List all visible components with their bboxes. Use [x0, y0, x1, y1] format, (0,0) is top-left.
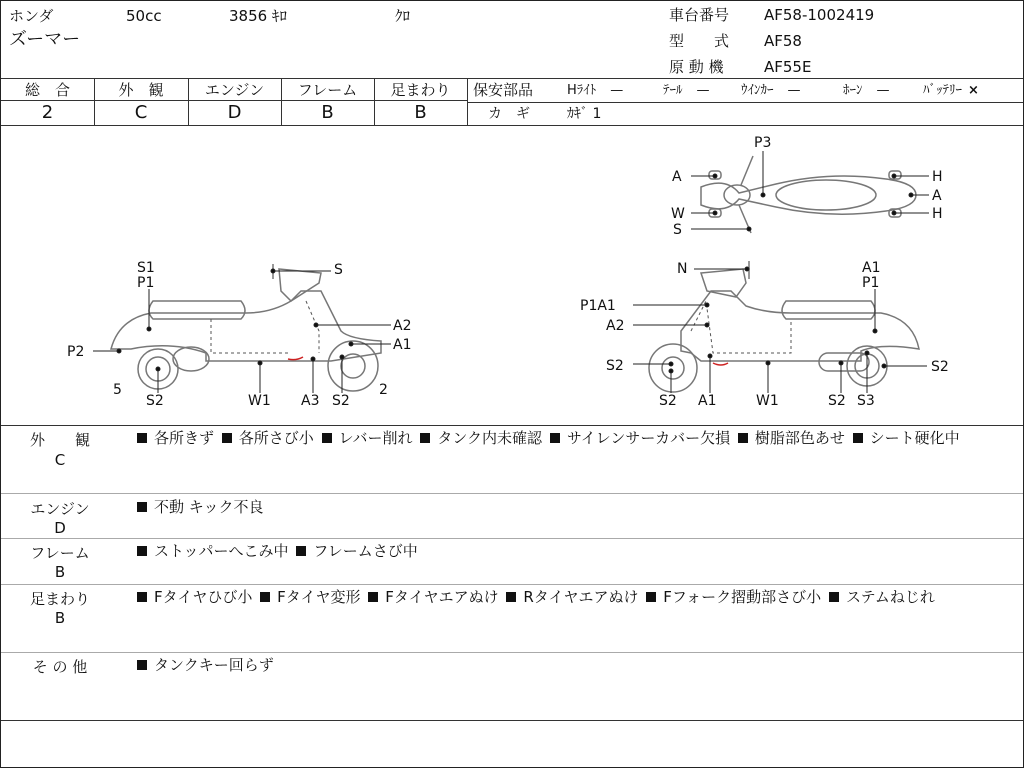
- maker: ホンダ: [9, 7, 54, 25]
- note-engine-items: 不動 キック不良: [134, 496, 1014, 518]
- safety-winker: ｳｲﾝｶｰ —: [741, 83, 801, 98]
- note-exterior-category: 外 観: [29, 431, 90, 449]
- grade-frame-value: B: [321, 102, 334, 123]
- note-suspension-category: 足まわり: [29, 590, 90, 608]
- label-s3: S3: [857, 393, 875, 409]
- grade-suspension-value: B: [414, 102, 427, 123]
- label-h-bottom: H: [932, 206, 943, 222]
- divider: [467, 102, 1023, 103]
- label-a-left: A: [672, 169, 682, 185]
- displacement: 50cc: [126, 7, 162, 25]
- grade-suspension-label: 足まわり: [390, 81, 451, 99]
- note-engine-grade: D: [54, 519, 66, 537]
- label-a2: A2: [393, 318, 412, 334]
- type-label: 型 式: [669, 32, 730, 50]
- safety-taillight: ﾃｰﾙ —: [663, 83, 710, 98]
- grade-engine-label: エンジン: [204, 81, 265, 99]
- safety-headlight: Hﾗｲﾄ —: [567, 83, 624, 98]
- divider: [467, 78, 468, 125]
- note-frame-grade: B: [54, 563, 66, 581]
- engine-label: 原 動 機: [669, 58, 724, 76]
- label-a3: A3: [301, 393, 320, 409]
- safety-parts-title: 保安部品: [473, 81, 534, 99]
- note-exterior-grade: C: [54, 451, 66, 469]
- grade-overall-value: 2: [41, 102, 54, 123]
- label-p1: P1: [137, 275, 155, 291]
- note-suspension-items: Fタイヤひび小 Fタイヤ変形 Fタイヤエアぬけ Rタイヤエアぬけ Fフォーク摺動部さび小 ステムねじれ: [134, 586, 1014, 608]
- label-s2-rear: S2: [332, 393, 350, 409]
- note-suspension-grade: B: [54, 609, 66, 627]
- label-a1: A1: [393, 337, 412, 353]
- type-value: AF58: [764, 32, 802, 50]
- note-frame-items: ストッパーへこみ中 フレームさび中: [134, 540, 1014, 562]
- divider: [1, 100, 467, 101]
- label-w1-right: W1: [756, 393, 779, 409]
- grade-exterior-label: 外 観: [118, 81, 164, 99]
- note-other-items: タンクキー回らず: [134, 654, 1014, 676]
- label-2: 2: [379, 382, 388, 398]
- label-a1-bottom: A1: [698, 393, 717, 409]
- label-5: 5: [113, 382, 122, 398]
- divider: [1, 720, 1023, 721]
- label-p1a1: P1A1: [580, 298, 616, 314]
- label-p3: P3: [754, 135, 772, 151]
- frame-no-label: 車台番号: [669, 6, 730, 24]
- note-exterior-items: 各所きず 各所さび小 レバー削れ タンク内未確認 サイレンサーカバー欠損 樹脂部色あせ シート硬化中: [134, 427, 1014, 449]
- label-a2-right: A2: [606, 318, 625, 334]
- grade-frame-label: フレーム: [297, 81, 358, 99]
- note-other-category: そ の 他: [32, 658, 88, 676]
- key-value: ｶｷﾞ 1: [567, 106, 602, 122]
- label-s2-right: S2: [931, 359, 949, 375]
- label-s1: S1: [137, 260, 155, 276]
- label-a1-top: A1: [862, 260, 881, 276]
- note-engine-category: エンジン: [30, 500, 90, 518]
- frame-no: AF58-1002419: [764, 6, 875, 24]
- top-view-scooter: [701, 156, 916, 233]
- mileage: 3856 ｷﾛ: [229, 7, 287, 25]
- grade-exterior-value: C: [134, 102, 148, 123]
- label-w: W: [671, 206, 685, 222]
- color: ｸﾛ: [395, 7, 411, 25]
- divider: [1, 425, 1023, 426]
- grade-overall-label: 総 合: [24, 81, 70, 99]
- label-s2-bottom: S2: [659, 393, 677, 409]
- safety-battery: ﾊﾞｯﾃﾘｰ ×: [923, 83, 979, 98]
- label-h-top: H: [932, 169, 943, 185]
- label-s2-front: S2: [146, 393, 164, 409]
- divider: [1, 493, 1023, 494]
- divider: [1, 584, 1023, 585]
- key-label: カ ギ: [488, 106, 530, 122]
- label-p2: P2: [67, 344, 85, 360]
- label-s-bar: S: [334, 262, 343, 278]
- note-frame-category: フレーム: [30, 544, 90, 562]
- label-s2-rear-right: S2: [828, 393, 846, 409]
- label-a-right: A: [932, 188, 942, 204]
- engine-value: AF55E: [764, 58, 812, 76]
- divider: [1, 538, 1023, 539]
- label-w1: W1: [248, 393, 271, 409]
- model-name: ズーマー: [9, 29, 81, 50]
- label-s: S: [673, 222, 682, 238]
- label-s2-left: S2: [606, 358, 624, 374]
- label-n: N: [677, 261, 688, 277]
- safety-horn: ﾎｰﾝ —: [843, 83, 890, 98]
- divider: [1, 652, 1023, 653]
- label-p1-right: P1: [862, 275, 880, 291]
- damage-diagram: [1, 126, 1023, 424]
- grade-engine-value: D: [227, 102, 242, 123]
